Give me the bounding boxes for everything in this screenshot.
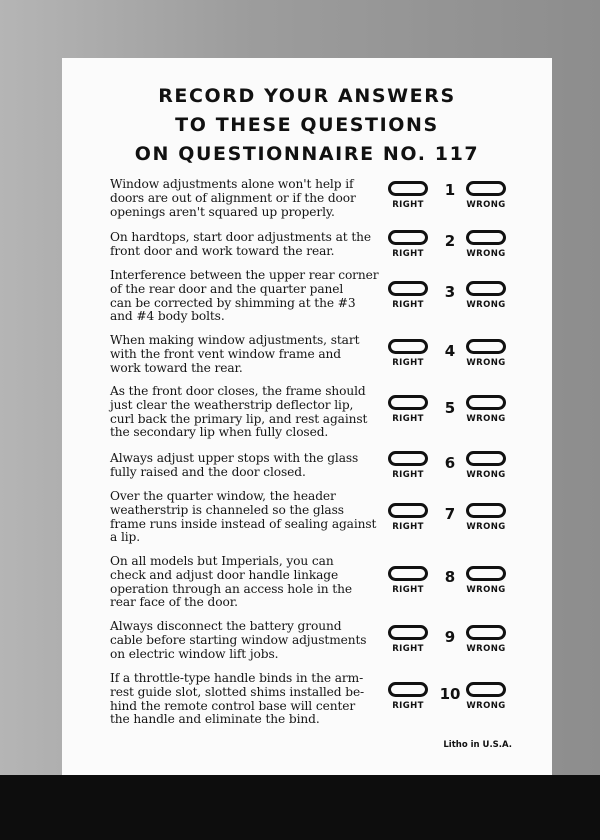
wrong-label: WRONG — [466, 358, 506, 368]
wrong-label: WRONG — [466, 200, 506, 210]
right-answer-option[interactable] — [386, 339, 430, 368]
answer-oval[interactable] — [466, 625, 506, 640]
right-answer-option[interactable] — [386, 395, 430, 424]
answer-oval[interactable] — [388, 395, 428, 410]
wrong-label: WRONG — [466, 249, 506, 259]
question-text: If a throttle-type handle binds in the arm- rest guide slot, slotted shims installed be- hind the remote control base will center the handle and eliminate the bind. — [110, 671, 365, 727]
title-line: ON QUESTIONNAIRE NO. 117 — [134, 143, 480, 165]
answer-oval[interactable] — [466, 395, 506, 410]
answer-oval[interactable] — [388, 503, 428, 518]
question-text: Always disconnect the battery ground cable before starting window adjustments on electric window lift jobs. — [110, 619, 367, 661]
answer-oval[interactable] — [466, 230, 506, 245]
wrong-answer-option[interactable] — [464, 281, 508, 310]
wrong-answer-option[interactable] — [464, 181, 508, 210]
wrong-label: WRONG — [466, 585, 506, 595]
answer-oval[interactable] — [466, 451, 506, 466]
title-line: RECORD YOUR ANSWERS — [158, 85, 456, 107]
wrong-label: WRONG — [466, 470, 506, 480]
right-label: RIGHT — [392, 470, 424, 480]
answer-oval[interactable] — [388, 566, 428, 581]
question-number: 5 — [444, 399, 456, 417]
answer-oval[interactable] — [466, 181, 506, 196]
right-label: RIGHT — [392, 249, 424, 259]
right-label: RIGHT — [392, 414, 424, 424]
answer-oval[interactable] — [466, 682, 506, 697]
right-label: RIGHT — [392, 300, 424, 310]
right-answer-option[interactable] — [386, 625, 430, 654]
answer-oval[interactable] — [466, 281, 506, 296]
wrong-answer-option[interactable] — [464, 682, 508, 711]
answer-oval[interactable] — [388, 339, 428, 354]
question-text: When making window adjustments, start with the front vent window frame and work toward the rear. — [110, 333, 360, 375]
right-answer-option[interactable] — [386, 451, 430, 480]
wrong-label: WRONG — [466, 701, 506, 711]
wrong-answer-option[interactable] — [464, 451, 508, 480]
wrong-label: WRONG — [466, 522, 506, 532]
wrong-answer-option[interactable] — [464, 395, 508, 424]
right-label: RIGHT — [392, 200, 424, 210]
wrong-label: WRONG — [466, 414, 506, 424]
wrong-label: WRONG — [466, 300, 506, 310]
question-number: 9 — [444, 628, 456, 646]
answer-oval[interactable] — [388, 181, 428, 196]
question-list — [62, 58, 552, 775]
answer-oval[interactable] — [388, 625, 428, 640]
question-number: 7 — [444, 505, 456, 523]
wrong-answer-option[interactable] — [464, 339, 508, 368]
question-text: Window adjustments alone won't help if doors are out of alignment or if the door openings aren't squared up properly. — [110, 177, 356, 219]
wrong-answer-option[interactable] — [464, 625, 508, 654]
right-label: RIGHT — [392, 358, 424, 368]
question-text: On all models but Imperials, you can check and adjust door handle linkage operation through an access hole in the rear face of the door. — [110, 554, 352, 610]
right-answer-option[interactable] — [386, 682, 430, 711]
question-text: Over the quarter window, the header weatherstrip is channeled so the glass frame runs inside instead of sealing against a lip. — [110, 489, 377, 545]
wrong-answer-option[interactable] — [464, 230, 508, 259]
right-label: RIGHT — [392, 522, 424, 532]
right-answer-option[interactable] — [386, 566, 430, 595]
right-answer-option[interactable] — [386, 181, 430, 210]
answer-oval[interactable] — [388, 451, 428, 466]
answer-oval[interactable] — [388, 281, 428, 296]
wrong-answer-option[interactable] — [464, 566, 508, 595]
question-number: 2 — [444, 232, 456, 250]
question-text: As the front door closes, the frame should just clear the weatherstrip deflector lip, curl back the primary lip, and rest against the secondary lip when fully closed. — [110, 384, 368, 440]
title-line: TO THESE QUESTIONS — [175, 114, 439, 136]
questionnaire-sheet — [62, 58, 552, 775]
wrong-label: WRONG — [466, 644, 506, 654]
question-number: 8 — [444, 568, 456, 586]
answer-oval[interactable] — [466, 566, 506, 581]
right-label: RIGHT — [392, 644, 424, 654]
question-number: 10 — [439, 685, 461, 703]
question-text: On hardtops, start door adjustments at the front door and work toward the rear. — [110, 230, 371, 258]
question-number: 1 — [444, 181, 456, 199]
bottom-band — [0, 775, 600, 840]
right-answer-option[interactable] — [386, 281, 430, 310]
answer-oval[interactable] — [466, 503, 506, 518]
question-number: 3 — [444, 283, 456, 301]
right-label: RIGHT — [392, 701, 424, 711]
question-number: 6 — [444, 454, 456, 472]
answer-oval[interactable] — [388, 682, 428, 697]
litho-imprint: Litho in U.S.A. — [443, 740, 512, 750]
right-label: RIGHT — [392, 585, 424, 595]
question-number: 4 — [444, 342, 456, 360]
right-answer-option[interactable] — [386, 230, 430, 259]
question-text: Always adjust upper stops with the glass fully raised and the door closed. — [110, 451, 359, 479]
right-answer-option[interactable] — [386, 503, 430, 532]
question-text: Interference between the upper rear corner of the rear door and the quarter panel can be corrected by shimming at the #3 and #4 body bolts. — [110, 268, 379, 324]
answer-oval[interactable] — [388, 230, 428, 245]
answer-oval[interactable] — [466, 339, 506, 354]
wrong-answer-option[interactable] — [464, 503, 508, 532]
